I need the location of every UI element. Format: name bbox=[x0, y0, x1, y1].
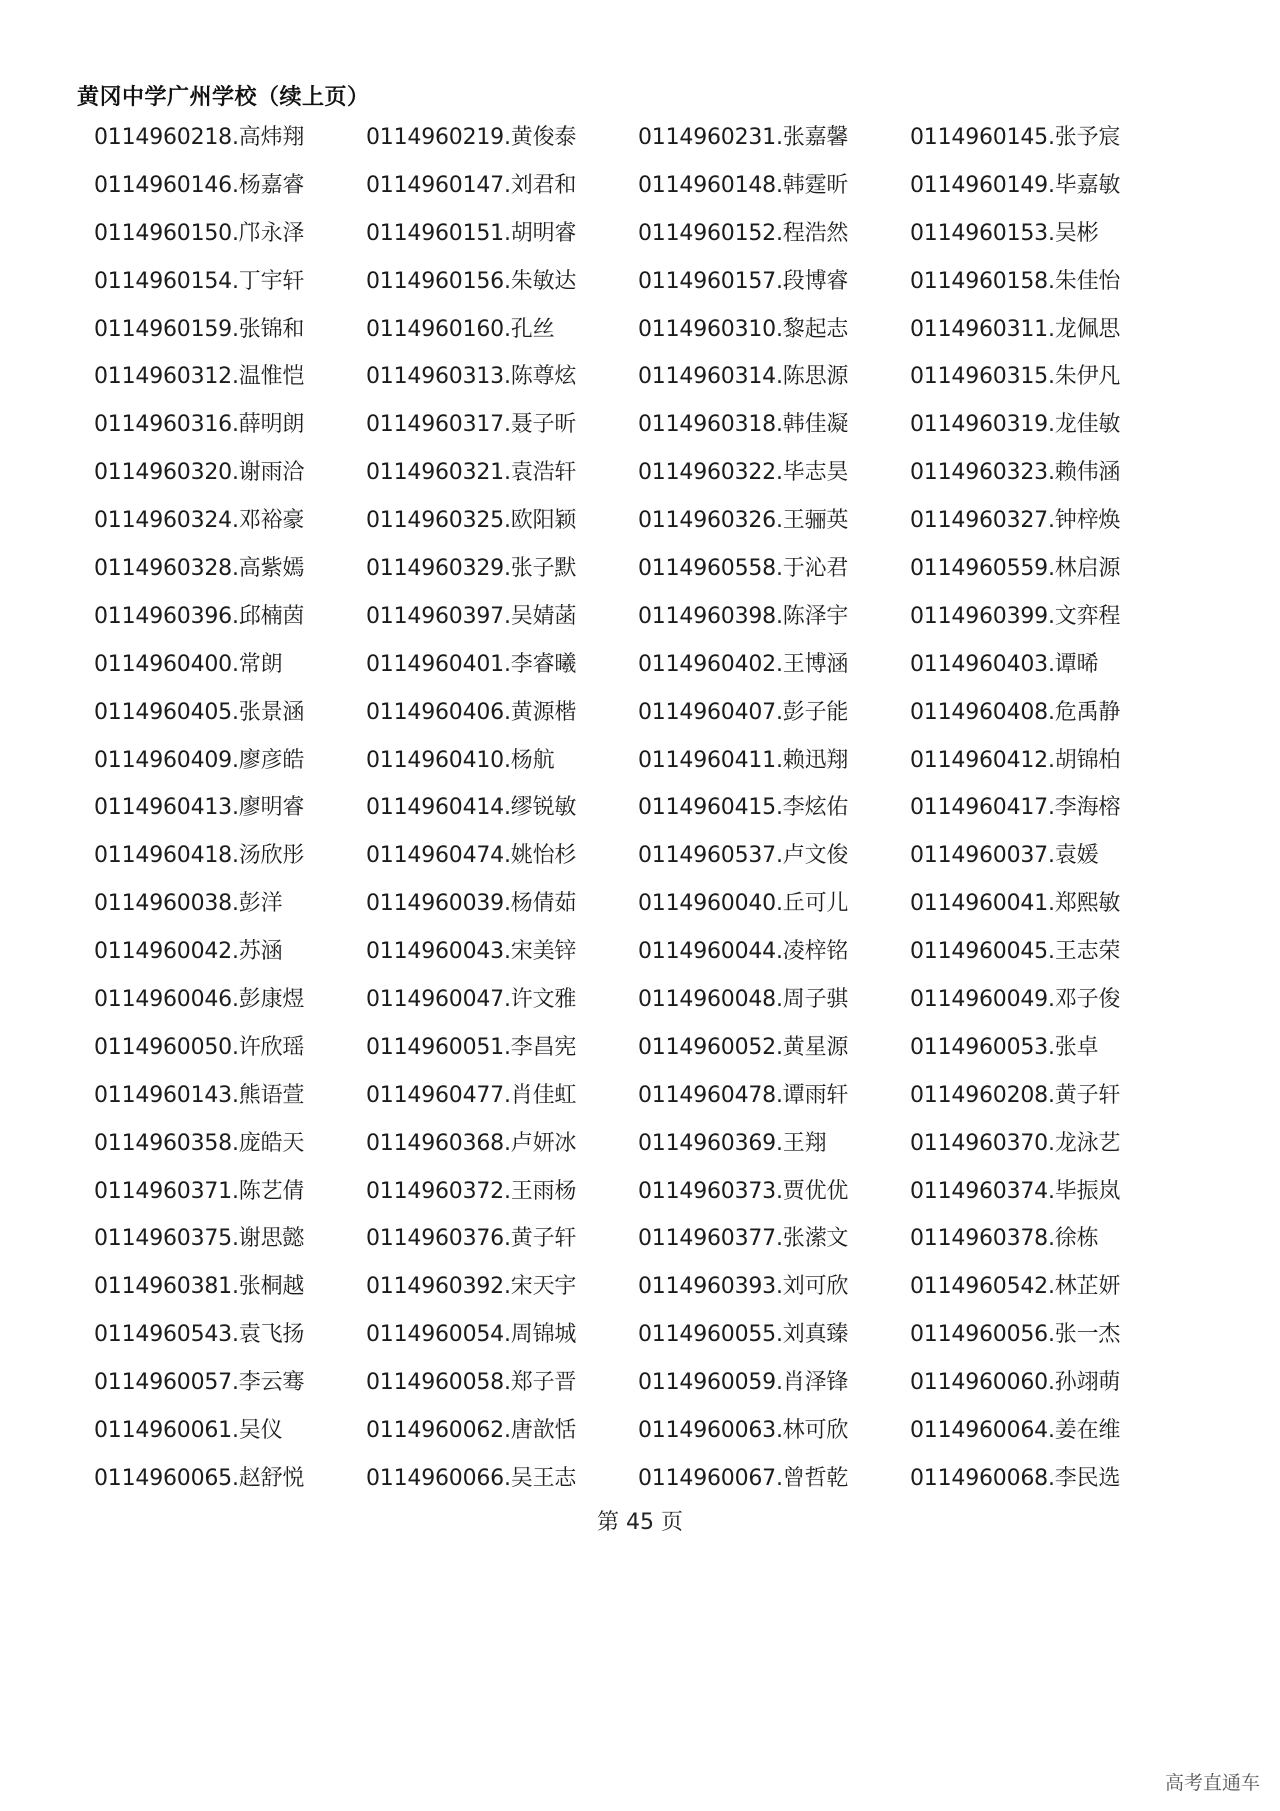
roster-entry: 0114960406.黄源楷 bbox=[366, 699, 577, 725]
roster-entry: 0114960322.毕志昊 bbox=[638, 460, 849, 486]
roster-entry: 0114960400.常朗 bbox=[94, 651, 283, 677]
roster-entry: 0114960371.陈艺倩 bbox=[94, 1178, 305, 1204]
roster-entry: 0114960218.高炜翔 bbox=[94, 125, 305, 150]
roster-entry: 0114960376.黄子轩 bbox=[366, 1226, 577, 1252]
roster-entry: 0114960154.丁宇轩 bbox=[94, 268, 305, 294]
roster-entry: 0114960059.肖泽锋 bbox=[638, 1370, 849, 1396]
roster-entry: 0114960043.宋美锌 bbox=[366, 939, 577, 965]
roster-entry: 0114960415.李炫佑 bbox=[638, 795, 849, 821]
roster-entry: 0114960319.龙佳敏 bbox=[910, 412, 1121, 438]
roster-entry: 0114960396.邱楠茵 bbox=[94, 603, 305, 629]
roster-entry: 0114960145.张予宸 bbox=[910, 125, 1121, 150]
roster-entry: 0114960315.朱伊凡 bbox=[910, 364, 1121, 390]
roster-entry: 0114960411.赖迅翔 bbox=[638, 747, 849, 773]
roster-entry: 0114960157.段博睿 bbox=[638, 268, 849, 294]
roster-entry: 0114960325.欧阳颖 bbox=[366, 508, 577, 534]
roster-entry: 0114960358.庞皓天 bbox=[94, 1130, 305, 1156]
roster-entry: 0114960543.袁飞扬 bbox=[94, 1322, 305, 1348]
roster-entry: 0114960065.赵舒悦 bbox=[94, 1465, 305, 1491]
roster-entry: 0114960381.张桐越 bbox=[94, 1274, 305, 1300]
roster-entry: 0114960324.邓裕豪 bbox=[94, 508, 305, 534]
roster-entry: 0114960370.龙泳艺 bbox=[910, 1130, 1121, 1156]
roster-entry: 0114960316.薛明朗 bbox=[94, 412, 305, 438]
roster-entry: 0114960058.郑子晋 bbox=[366, 1370, 577, 1396]
roster-entry: 0114960151.胡明睿 bbox=[366, 220, 577, 246]
roster-entry: 0114960374.毕振岚 bbox=[910, 1178, 1121, 1204]
roster-entry: 0114960067.曾哲乾 bbox=[638, 1465, 849, 1491]
roster-entry: 0114960375.谢思懿 bbox=[94, 1226, 305, 1252]
roster-entry: 0114960046.彭康煜 bbox=[94, 987, 305, 1013]
roster-entry: 0114960038.彭洋 bbox=[94, 891, 283, 917]
roster-entry: 0114960405.张景涵 bbox=[94, 699, 305, 725]
watermark-text: 高考直通车 bbox=[1164, 1772, 1260, 1794]
roster-entry: 0114960310.黎起志 bbox=[638, 316, 849, 342]
roster-entry: 0114960052.黄星源 bbox=[638, 1034, 849, 1060]
roster-entry: 0114960418.汤欣彤 bbox=[94, 843, 305, 869]
roster-entry: 0114960143.熊语萱 bbox=[94, 1082, 305, 1108]
roster-entry: 0114960328.高紫嫣 bbox=[94, 556, 305, 582]
roster-entry: 0114960409.廖彦皓 bbox=[94, 747, 305, 773]
roster-entry: 0114960057.李云骞 bbox=[94, 1370, 305, 1396]
roster-entry: 0114960150.邝永泽 bbox=[94, 220, 305, 246]
roster-entry: 0114960208.黄子轩 bbox=[910, 1082, 1121, 1108]
roster-entry: 0114960041.郑熙敏 bbox=[910, 891, 1121, 917]
roster-entry: 0114960314.陈思源 bbox=[638, 364, 849, 390]
roster-entry: 0114960066.吴王志 bbox=[366, 1465, 577, 1491]
roster-entry: 0114960368.卢妍冰 bbox=[366, 1130, 577, 1156]
section-heading: 黄冈中学广州学校（续上页） bbox=[77, 85, 370, 110]
roster-entry: 0114960044.凌梓铭 bbox=[638, 939, 849, 965]
roster-entry: 0114960312.温惟恺 bbox=[94, 364, 305, 390]
roster-entry: 0114960542.林芷妍 bbox=[910, 1274, 1121, 1300]
roster-entry: 0114960056.张一杰 bbox=[910, 1322, 1121, 1348]
roster-entry: 0114960040.丘可儿 bbox=[638, 891, 849, 917]
roster-entry: 0114960037.袁媛 bbox=[910, 843, 1099, 869]
roster-entry: 0114960326.王骊英 bbox=[638, 508, 849, 534]
roster-entry: 0114960477.肖佳虹 bbox=[366, 1082, 577, 1108]
roster-entry: 0114960152.程浩然 bbox=[638, 220, 849, 246]
roster-entry: 0114960147.刘君和 bbox=[366, 172, 577, 198]
roster-entry: 0114960148.韩霆昕 bbox=[638, 172, 849, 198]
roster-entry: 0114960159.张锦和 bbox=[94, 316, 305, 342]
roster-entry: 0114960323.赖伟涵 bbox=[910, 460, 1121, 486]
roster-entry: 0114960063.林可欣 bbox=[638, 1418, 849, 1444]
roster-entry: 0114960146.杨嘉睿 bbox=[94, 172, 305, 198]
roster-entry: 0114960373.贾优优 bbox=[638, 1178, 849, 1204]
roster-entry: 0114960060.孙翊萌 bbox=[910, 1370, 1121, 1396]
roster-entry: 0114960320.谢雨洽 bbox=[94, 460, 305, 486]
roster-entry: 0114960414.缪锐敏 bbox=[366, 795, 577, 821]
name-roster bbox=[94, 122, 1194, 1511]
roster-entry: 0114960403.谭晞 bbox=[910, 651, 1099, 677]
roster-entry: 0114960311.龙佩思 bbox=[910, 316, 1121, 342]
roster-entry: 0114960047.许文雅 bbox=[366, 987, 577, 1013]
roster-entry: 0114960412.胡锦柏 bbox=[910, 747, 1121, 773]
roster-entry: 0114960478.谭雨轩 bbox=[638, 1082, 849, 1108]
roster-entry: 0114960397.吴婧菡 bbox=[366, 603, 577, 629]
roster-entry: 0114960156.朱敏达 bbox=[366, 268, 577, 294]
roster-entry: 0114960399.文弈程 bbox=[910, 603, 1121, 629]
roster-entry: 0114960408.危禹静 bbox=[910, 699, 1121, 725]
roster-entry: 0114960318.韩佳凝 bbox=[638, 412, 849, 438]
roster-entry: 0114960474.姚怡杉 bbox=[366, 843, 577, 869]
roster-entry: 0114960049.邓子俊 bbox=[910, 987, 1121, 1013]
roster-entry: 0114960158.朱佳怡 bbox=[910, 268, 1121, 294]
roster-entry: 0114960061.吴仪 bbox=[94, 1418, 283, 1444]
roster-entry: 0114960051.李昌宪 bbox=[366, 1034, 577, 1060]
roster-entry: 0114960321.袁浩轩 bbox=[366, 460, 577, 486]
roster-entry: 0114960410.杨航 bbox=[366, 747, 555, 773]
roster-entry: 0114960160.孔丝 bbox=[366, 316, 555, 342]
roster-entry: 0114960068.李民选 bbox=[910, 1465, 1121, 1491]
roster-entry: 0114960053.张卓 bbox=[910, 1034, 1099, 1060]
roster-entry: 0114960402.王博涵 bbox=[638, 651, 849, 677]
roster-entry: 0114960153.吴彬 bbox=[910, 220, 1099, 246]
roster-entry: 0114960417.李海榕 bbox=[910, 795, 1121, 821]
roster-entry: 0114960231.张嘉馨 bbox=[638, 125, 849, 150]
roster-entry: 0114960219.黄俊泰 bbox=[366, 125, 577, 150]
roster-entry: 0114960401.李睿曦 bbox=[366, 651, 577, 677]
roster-entry: 0114960048.周子骐 bbox=[638, 987, 849, 1013]
roster-entry: 0114960327.钟梓焕 bbox=[910, 508, 1121, 534]
roster-entry: 0114960149.毕嘉敏 bbox=[910, 172, 1121, 198]
roster-entry: 0114960398.陈泽宇 bbox=[638, 603, 849, 629]
roster-entry: 0114960054.周锦城 bbox=[366, 1322, 577, 1348]
roster-entry: 0114960045.王志荣 bbox=[910, 939, 1121, 965]
roster-entry: 0114960039.杨倩茹 bbox=[366, 891, 577, 917]
roster-entry: 0114960537.卢文俊 bbox=[638, 843, 849, 869]
roster-entry: 0114960313.陈尊炫 bbox=[366, 364, 577, 390]
roster-entry: 0114960413.廖明睿 bbox=[94, 795, 305, 821]
roster-entry: 0114960042.苏涵 bbox=[94, 939, 283, 965]
roster-entry: 0114960558.于沁君 bbox=[638, 556, 849, 582]
roster-entry: 0114960317.聂子昕 bbox=[366, 412, 577, 438]
roster-entry: 0114960050.许欣瑶 bbox=[94, 1034, 305, 1060]
roster-entry: 0114960392.宋天宇 bbox=[366, 1274, 577, 1300]
roster-entry: 0114960055.刘真臻 bbox=[638, 1322, 849, 1348]
roster-entry: 0114960393.刘可欣 bbox=[638, 1274, 849, 1300]
roster-entry: 0114960372.王雨杨 bbox=[366, 1178, 577, 1204]
roster-entry: 0114960377.张潆文 bbox=[638, 1226, 849, 1252]
page-number: 第 45 页 bbox=[597, 1510, 683, 1535]
roster-entry: 0114960369.王翔 bbox=[638, 1130, 827, 1156]
roster-entry: 0114960062.唐歆恬 bbox=[366, 1418, 577, 1444]
roster-entry: 0114960407.彭子能 bbox=[638, 699, 849, 725]
roster-entry: 0114960329.张子默 bbox=[366, 556, 577, 582]
roster-entry: 0114960378.徐栋 bbox=[910, 1226, 1099, 1252]
roster-entry: 0114960064.姜在维 bbox=[910, 1418, 1121, 1444]
roster-entry: 0114960559.林启源 bbox=[910, 556, 1121, 582]
